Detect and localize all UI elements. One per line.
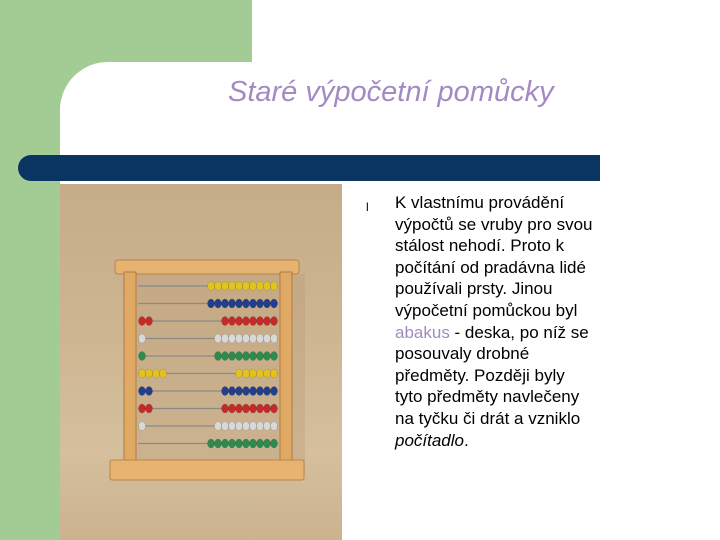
abacus-bead (139, 369, 146, 378)
text-line: tyto předměty navlečeny (395, 387, 580, 407)
abacus-bead (215, 282, 222, 291)
abacus-bead (271, 387, 278, 396)
abacus-bead (229, 334, 236, 343)
abacus-bead (222, 404, 229, 413)
abacus-bead (271, 422, 278, 431)
slide-title: Staré výpočetní pomůcky (228, 76, 554, 108)
text-segment: . (464, 430, 469, 450)
text-line: na tyčku či drát a vzniklo (395, 408, 581, 428)
abacus-bead (229, 422, 236, 431)
abacus-bead (250, 369, 257, 378)
bullet-marker: l (366, 200, 369, 214)
abacus-bead (236, 369, 243, 378)
text-line: stálost nehodí. Proto k (395, 236, 565, 256)
text-line: posouvaly drobné (395, 344, 530, 364)
abacus-bead (215, 352, 222, 361)
abacus-bead (271, 299, 278, 308)
abacus-illustration (60, 184, 342, 540)
abacus-bead (160, 369, 167, 378)
abacus-bead (222, 352, 229, 361)
abacus-bead (257, 334, 264, 343)
abacus-bead (243, 352, 250, 361)
abacus-photo (60, 184, 342, 540)
abacus-bead (222, 439, 229, 448)
text-line-final (395, 430, 665, 452)
abacus-bead (250, 317, 257, 326)
text-segment: - deska, po níž se (449, 322, 589, 342)
abacus-bead (153, 369, 160, 378)
abacus-bead (264, 299, 271, 308)
abacus-bead (139, 352, 146, 361)
abacus-bead (215, 299, 222, 308)
abacus-bead (250, 422, 257, 431)
abacus-bead (229, 404, 236, 413)
abacus-bead (257, 369, 264, 378)
abacus-bead (271, 404, 278, 413)
abacus-bead (236, 422, 243, 431)
abacus-bead (222, 422, 229, 431)
text-line: předměty. Později byly (395, 365, 565, 385)
abacus-bead (236, 334, 243, 343)
abacus-bead (222, 282, 229, 291)
abacus-bead (208, 282, 215, 291)
abacus-bead (264, 317, 271, 326)
abacus-bead (215, 422, 222, 431)
abacus-bead (243, 404, 250, 413)
abacus-bead (257, 317, 264, 326)
abacus-bead (250, 439, 257, 448)
abacus-bead (264, 422, 271, 431)
abacus-bead (257, 422, 264, 431)
abacus-bead (215, 439, 222, 448)
abacus-bead (208, 439, 215, 448)
abacus-bead (264, 282, 271, 291)
abacus-bead (271, 334, 278, 343)
abacus-bead (250, 352, 257, 361)
abacus-bead (250, 282, 257, 291)
abacus-bead (236, 352, 243, 361)
abacus-bead (250, 334, 257, 343)
pocitadlo-term: počítadlo (395, 430, 464, 450)
abacus-bead (257, 299, 264, 308)
abacus-bead (222, 334, 229, 343)
abacus-bead (264, 334, 271, 343)
abacus-bead (236, 299, 243, 308)
abacus-bead (271, 282, 278, 291)
abacus-bead (264, 352, 271, 361)
abacus-bead (243, 387, 250, 396)
abacus-bead (139, 317, 146, 326)
abacus-bead (250, 299, 257, 308)
abacus-bead (215, 334, 222, 343)
abacus-bead (146, 317, 153, 326)
abacus-bead (222, 317, 229, 326)
abacus-bead (229, 387, 236, 396)
abacus-bead (271, 352, 278, 361)
abacus-bead (208, 299, 215, 308)
abacus-bead (264, 439, 271, 448)
abacus-bead (236, 387, 243, 396)
abacus-bead (271, 369, 278, 378)
abacus-bead (139, 387, 146, 396)
abacus-bead (257, 387, 264, 396)
abacus-bead (264, 404, 271, 413)
abacus-bead (264, 369, 271, 378)
abacus-bead (139, 334, 146, 343)
abacus-bead (243, 317, 250, 326)
abacus-bead (243, 282, 250, 291)
abacus-bead (250, 404, 257, 413)
abacus-bead (236, 404, 243, 413)
abacus-bead (229, 352, 236, 361)
abacus-bead (257, 282, 264, 291)
abacus-bead (236, 317, 243, 326)
abacus-bead (243, 299, 250, 308)
abacus-bead (229, 317, 236, 326)
text-line-with-link (395, 322, 665, 344)
abacus-bead (243, 439, 250, 448)
abacus-bead (229, 299, 236, 308)
text-line: používali prsty. Jinou (395, 279, 553, 299)
abacus-bead (243, 422, 250, 431)
abacus-bead (146, 387, 153, 396)
abacus-bead (257, 439, 264, 448)
abacus-bead (271, 439, 278, 448)
title-divider-bar (18, 155, 600, 181)
abacus-bead (236, 439, 243, 448)
abacus-bead (243, 369, 250, 378)
abacus-bead (257, 352, 264, 361)
text-line: K vlastnímu provádění (395, 193, 565, 212)
abacus-bead (229, 282, 236, 291)
abacus-bead (139, 404, 146, 413)
text-line: počítání od pradávna lidé (395, 257, 586, 277)
abacus-bead (222, 387, 229, 396)
abacus-bead (243, 334, 250, 343)
abacus-bead (222, 299, 229, 308)
abacus-bead (139, 422, 146, 431)
abacus-bead (271, 317, 278, 326)
abacus-bead (146, 369, 153, 378)
abacus-bead (250, 387, 257, 396)
text-line: výpočtů se vruby pro svou (395, 214, 593, 234)
abacus-bead (257, 404, 264, 413)
abacus-bead (236, 282, 243, 291)
abakus-term: abakus (395, 322, 450, 342)
abacus-bead (146, 404, 153, 413)
abacus-bead (229, 439, 236, 448)
bullet-text (395, 192, 665, 451)
text-line: výpočetní pomůckou byl (395, 300, 578, 320)
abacus-bead (264, 387, 271, 396)
